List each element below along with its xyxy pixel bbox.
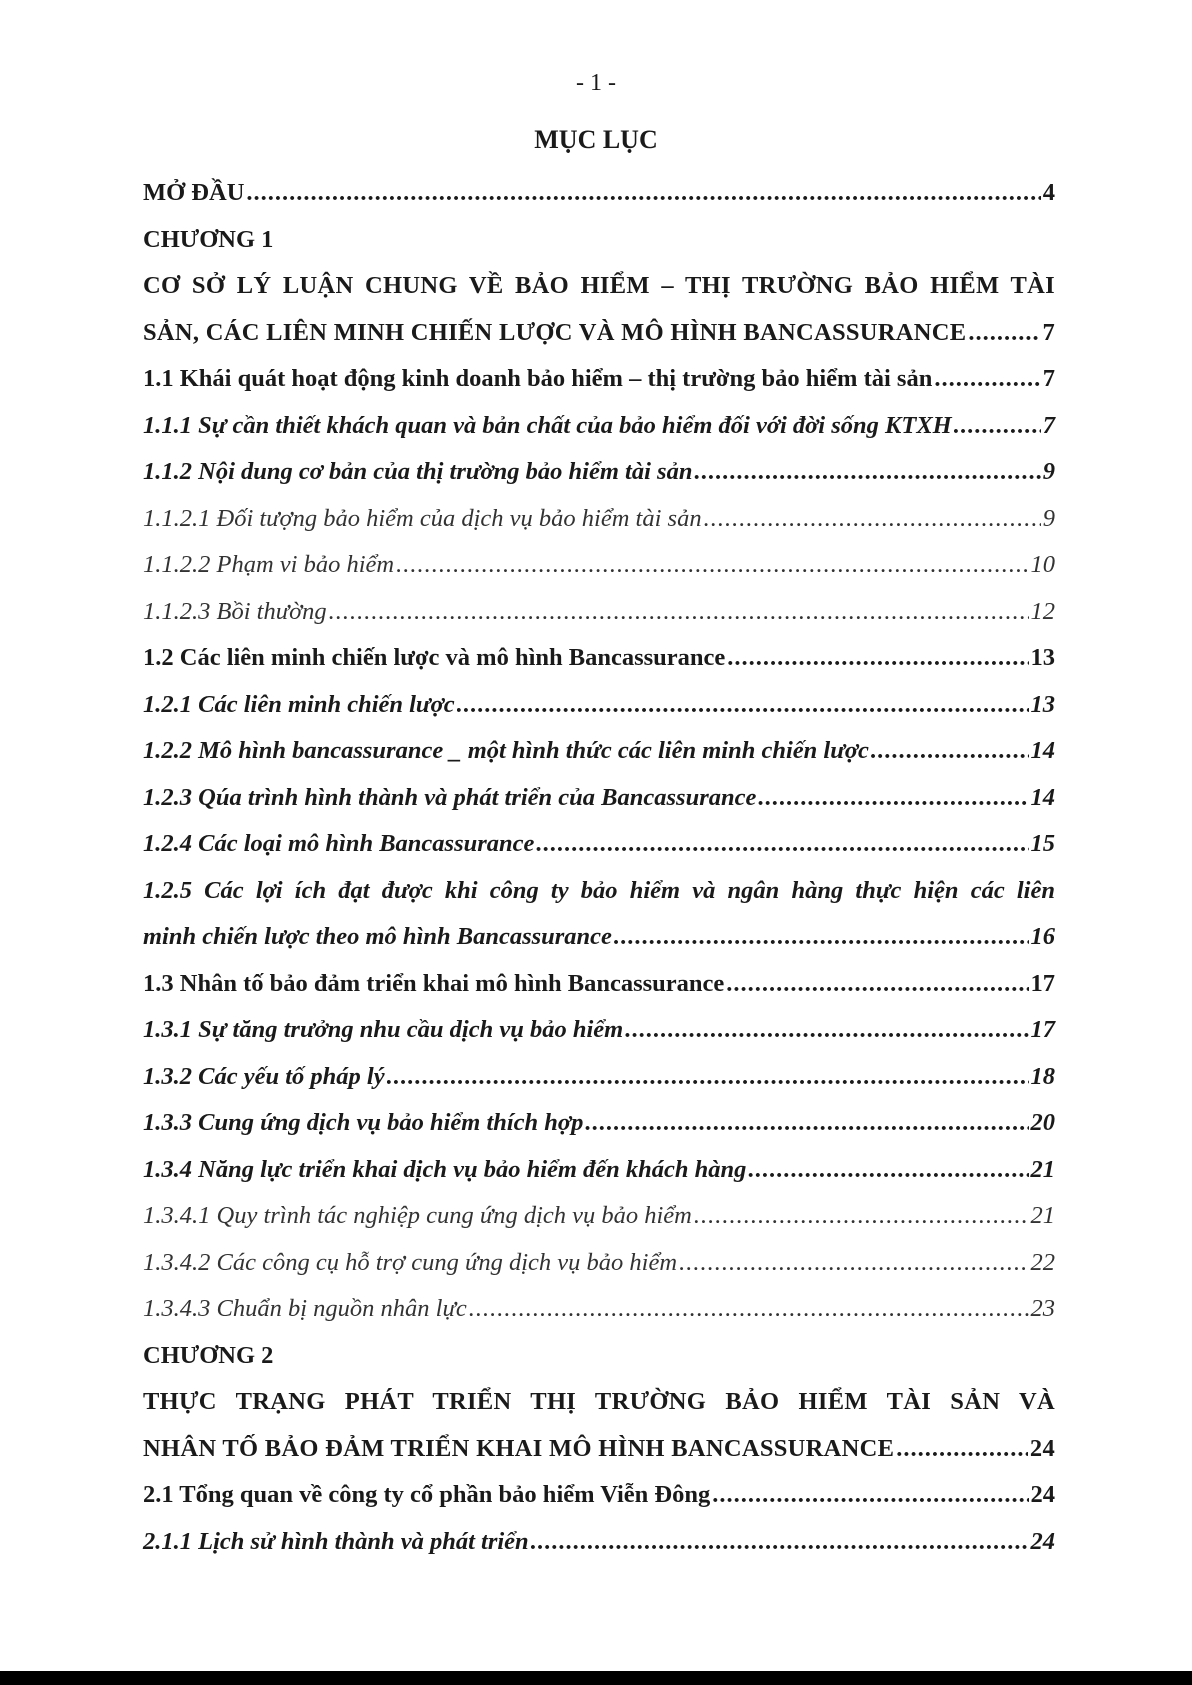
toc-entry-1-3-4-2[interactable]: 1.3.4.2 Các công cụ hỗ trợ cung ứng dịch vụ bảo hiểm ..... 22	[143, 1240, 1055, 1287]
toc-entry-1-2-1[interactable]: 1.2.1 Các liên minh chiến lược ..... 13	[143, 682, 1055, 729]
toc-chapter-1-title[interactable]: CƠ SỞ LÝ LUẬN CHUNG VỀ BẢO HIỂM – THỊ TRƯỜNG BẢO HIỂM TÀI SẢN, CÁC LIÊN MINH CHIẾN LƯỢC VÀ MÔ HÌNH BANCASSURANCE ..... 7	[143, 263, 1055, 356]
toc-entry-1-3-2[interactable]: 1.3.2 Các yếu tố pháp lý ..... 18	[143, 1054, 1055, 1101]
toc-entry-1-1-1[interactable]: 1.1.1 Sự cần thiết khách quan và bản chất của bảo hiểm đối với đời sống KTXH ..... 7	[143, 403, 1055, 450]
toc-entry-1-1-2-1[interactable]: 1.1.2.1 Đối tượng bảo hiểm của dịch vụ bảo hiểm tài sản ..... 9	[143, 496, 1055, 543]
toc-entry-1-1-2-2[interactable]: 1.1.2.2 Phạm vi bảo hiểm ..... 10	[143, 542, 1055, 589]
bottom-edge-bar	[0, 1671, 1192, 1685]
toc-entry-2-1-1[interactable]: 2.1.1 Lịch sử hình thành và phát triển ..... 24	[143, 1519, 1055, 1566]
toc-entry-1-3-4[interactable]: 1.3.4 Năng lực triển khai dịch vụ bảo hiểm đến khách hàng ..... 21	[143, 1147, 1055, 1194]
page-number: - 1 -	[576, 70, 616, 96]
toc-entry-1-3-4-3[interactable]: 1.3.4.3 Chuẩn bị nguồn nhân lực ..... 23	[143, 1286, 1055, 1333]
toc-entry-2-1[interactable]: 2.1 Tổng quan về công ty cổ phần bảo hiểm Viễn Đông ..... 24	[143, 1472, 1055, 1519]
toc-entry-mo-dau[interactable]: MỞ ĐẦU ..... 4	[143, 170, 1055, 217]
toc-entry-1-2-2[interactable]: 1.2.2 Mô hình bancassurance _ một hình thức các liên minh chiến lược ..... 14	[143, 728, 1055, 775]
toc-chapter-2-title[interactable]: THỰC TRẠNG PHÁT TRIỂN THỊ TRƯỜNG BẢO HIỂM TÀI SẢN VÀ NHÂN TỐ BẢO ĐẢM TRIỂN KHAI MÔ HÌNH BANCASSURANCE ..... 24	[143, 1379, 1055, 1472]
toc-entry-1-1-2[interactable]: 1.1.2 Nội dung cơ bản của thị trường bảo hiểm tài sản ..... 9	[143, 449, 1055, 496]
toc-title: MỤC LỤC	[534, 125, 658, 154]
toc-entry-1-3[interactable]: 1.3 Nhân tố bảo đảm triển khai mô hình Bancassurance ..... 17	[143, 961, 1055, 1008]
toc-entry-1-1[interactable]: 1.1 Khái quát hoạt động kinh doanh bảo hiểm – thị trường bảo hiểm tài sản ..... 7	[143, 356, 1055, 403]
toc-entry-1-2[interactable]: 1.2 Các liên minh chiến lược và mô hình Bancassurance ..... 13	[143, 635, 1055, 682]
toc-chapter-2-label: CHƯƠNG 2	[143, 1341, 274, 1369]
toc-entry-1-1-2-3[interactable]: 1.1.2.3 Bồi thường ..... 12	[143, 589, 1055, 636]
toc-entry-1-2-4[interactable]: 1.2.4 Các loại mô hình Bancassurance ..... 15	[143, 821, 1055, 868]
toc-entry-1-3-3[interactable]: 1.3.3 Cung ứng dịch vụ bảo hiểm thích hợp ..... 20	[143, 1100, 1055, 1147]
table-of-contents	[143, 170, 1055, 1565]
toc-entry-1-3-1[interactable]: 1.3.1 Sự tăng trưởng nhu cầu dịch vụ bảo hiểm ..... 17	[143, 1007, 1055, 1054]
toc-chapter-1-label: CHƯƠNG 1	[143, 225, 274, 253]
toc-entry-1-2-5[interactable]: 1.2.5 Các lợi ích đạt được khi công ty bảo hiểm và ngân hàng thực hiện các liên minh chiến lược theo mô hình Bancassurance ..... 16	[143, 868, 1055, 961]
toc-entry-1-3-4-1[interactable]: 1.3.4.1 Quy trình tác nghiệp cung ứng dịch vụ bảo hiểm ..... 21	[143, 1193, 1055, 1240]
toc-entry-1-2-3[interactable]: 1.2.3 Qúa trình hình thành và phát triển của Bancassurance ..... 14	[143, 775, 1055, 822]
